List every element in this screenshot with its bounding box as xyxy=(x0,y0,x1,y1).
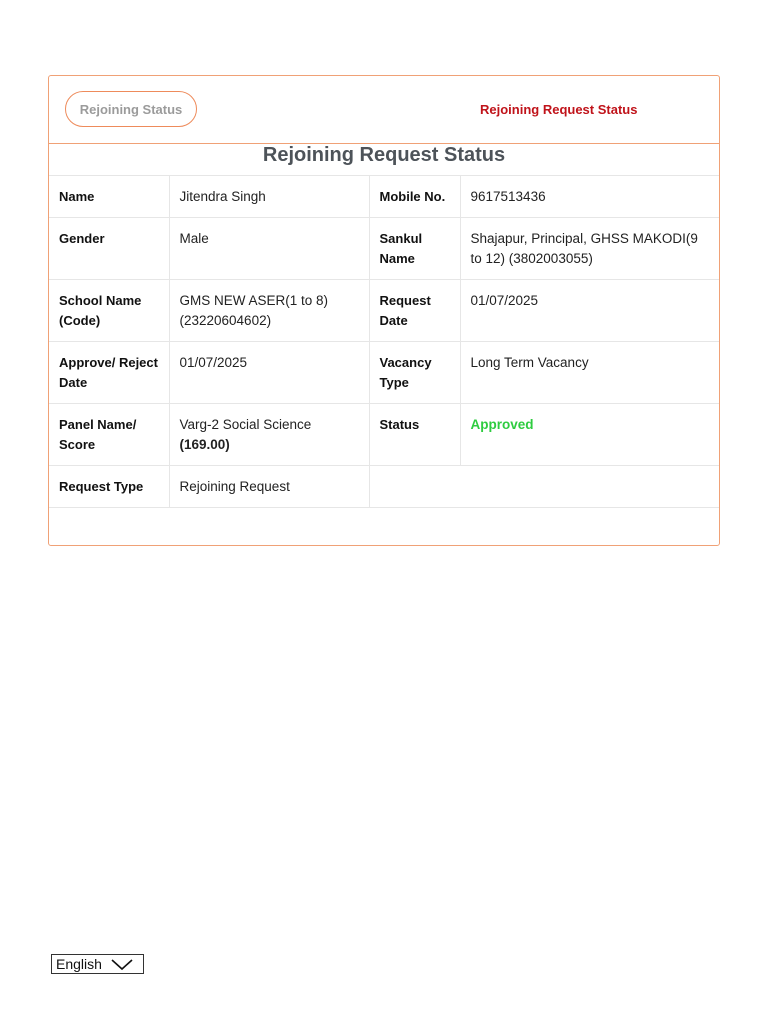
panel-value: Varg-2 Social Science xyxy=(179,417,312,432)
panel-cell xyxy=(169,404,369,466)
vacancy-label: Vacancy Type xyxy=(369,342,460,404)
request-date-value: 01/07/2025 xyxy=(460,280,719,342)
sankul-label: Sankul Name xyxy=(369,218,460,280)
status-table xyxy=(49,176,719,508)
panel-label: Panel Name/ Score xyxy=(49,404,169,466)
school-label: School Name (Code) xyxy=(49,280,169,342)
card-header xyxy=(49,76,719,144)
request-type-value: Rejoining Request xyxy=(169,466,369,508)
approve-date-value: 01/07/2025 xyxy=(169,342,369,404)
name-label: Name xyxy=(49,176,169,218)
sankul-value: Shajapur, Principal, GHSS MAKODI(9 to 12) (3802003055) xyxy=(460,218,719,280)
language-select[interactable] xyxy=(51,954,144,974)
language-selected: English xyxy=(56,956,102,972)
request-date-label: Request Date xyxy=(369,280,460,342)
gender-value: Male xyxy=(169,218,369,280)
gender-label: Gender xyxy=(49,218,169,280)
table-row xyxy=(49,342,719,404)
table-row xyxy=(49,176,719,218)
request-type-label: Request Type xyxy=(49,466,169,508)
table-row xyxy=(49,218,719,280)
rejoining-request-status-link[interactable]: Rejoining Request Status xyxy=(480,102,638,117)
status-label: Status xyxy=(369,404,460,466)
table-row xyxy=(49,280,719,342)
rejoining-status-card xyxy=(48,75,720,546)
mobile-value: 9617513436 xyxy=(460,176,719,218)
approve-date-label: Approve/ Reject Date xyxy=(49,342,169,404)
chevron-down-icon xyxy=(111,959,133,971)
table-row xyxy=(49,404,719,466)
table-title: Rejoining Request Status xyxy=(49,144,719,176)
panel-score: (169.00) xyxy=(179,437,230,452)
empty-cell xyxy=(369,466,719,508)
rejoining-status-tab[interactable]: Rejoining Status xyxy=(65,91,197,127)
mobile-label: Mobile No. xyxy=(369,176,460,218)
status-cell xyxy=(460,404,719,466)
name-value: Jitendra Singh xyxy=(169,176,369,218)
table-row xyxy=(49,466,719,508)
status-badge: Approved xyxy=(470,417,534,432)
vacancy-value: Long Term Vacancy xyxy=(460,342,719,404)
school-value: GMS NEW ASER(1 to 8) (23220604602) xyxy=(169,280,369,342)
